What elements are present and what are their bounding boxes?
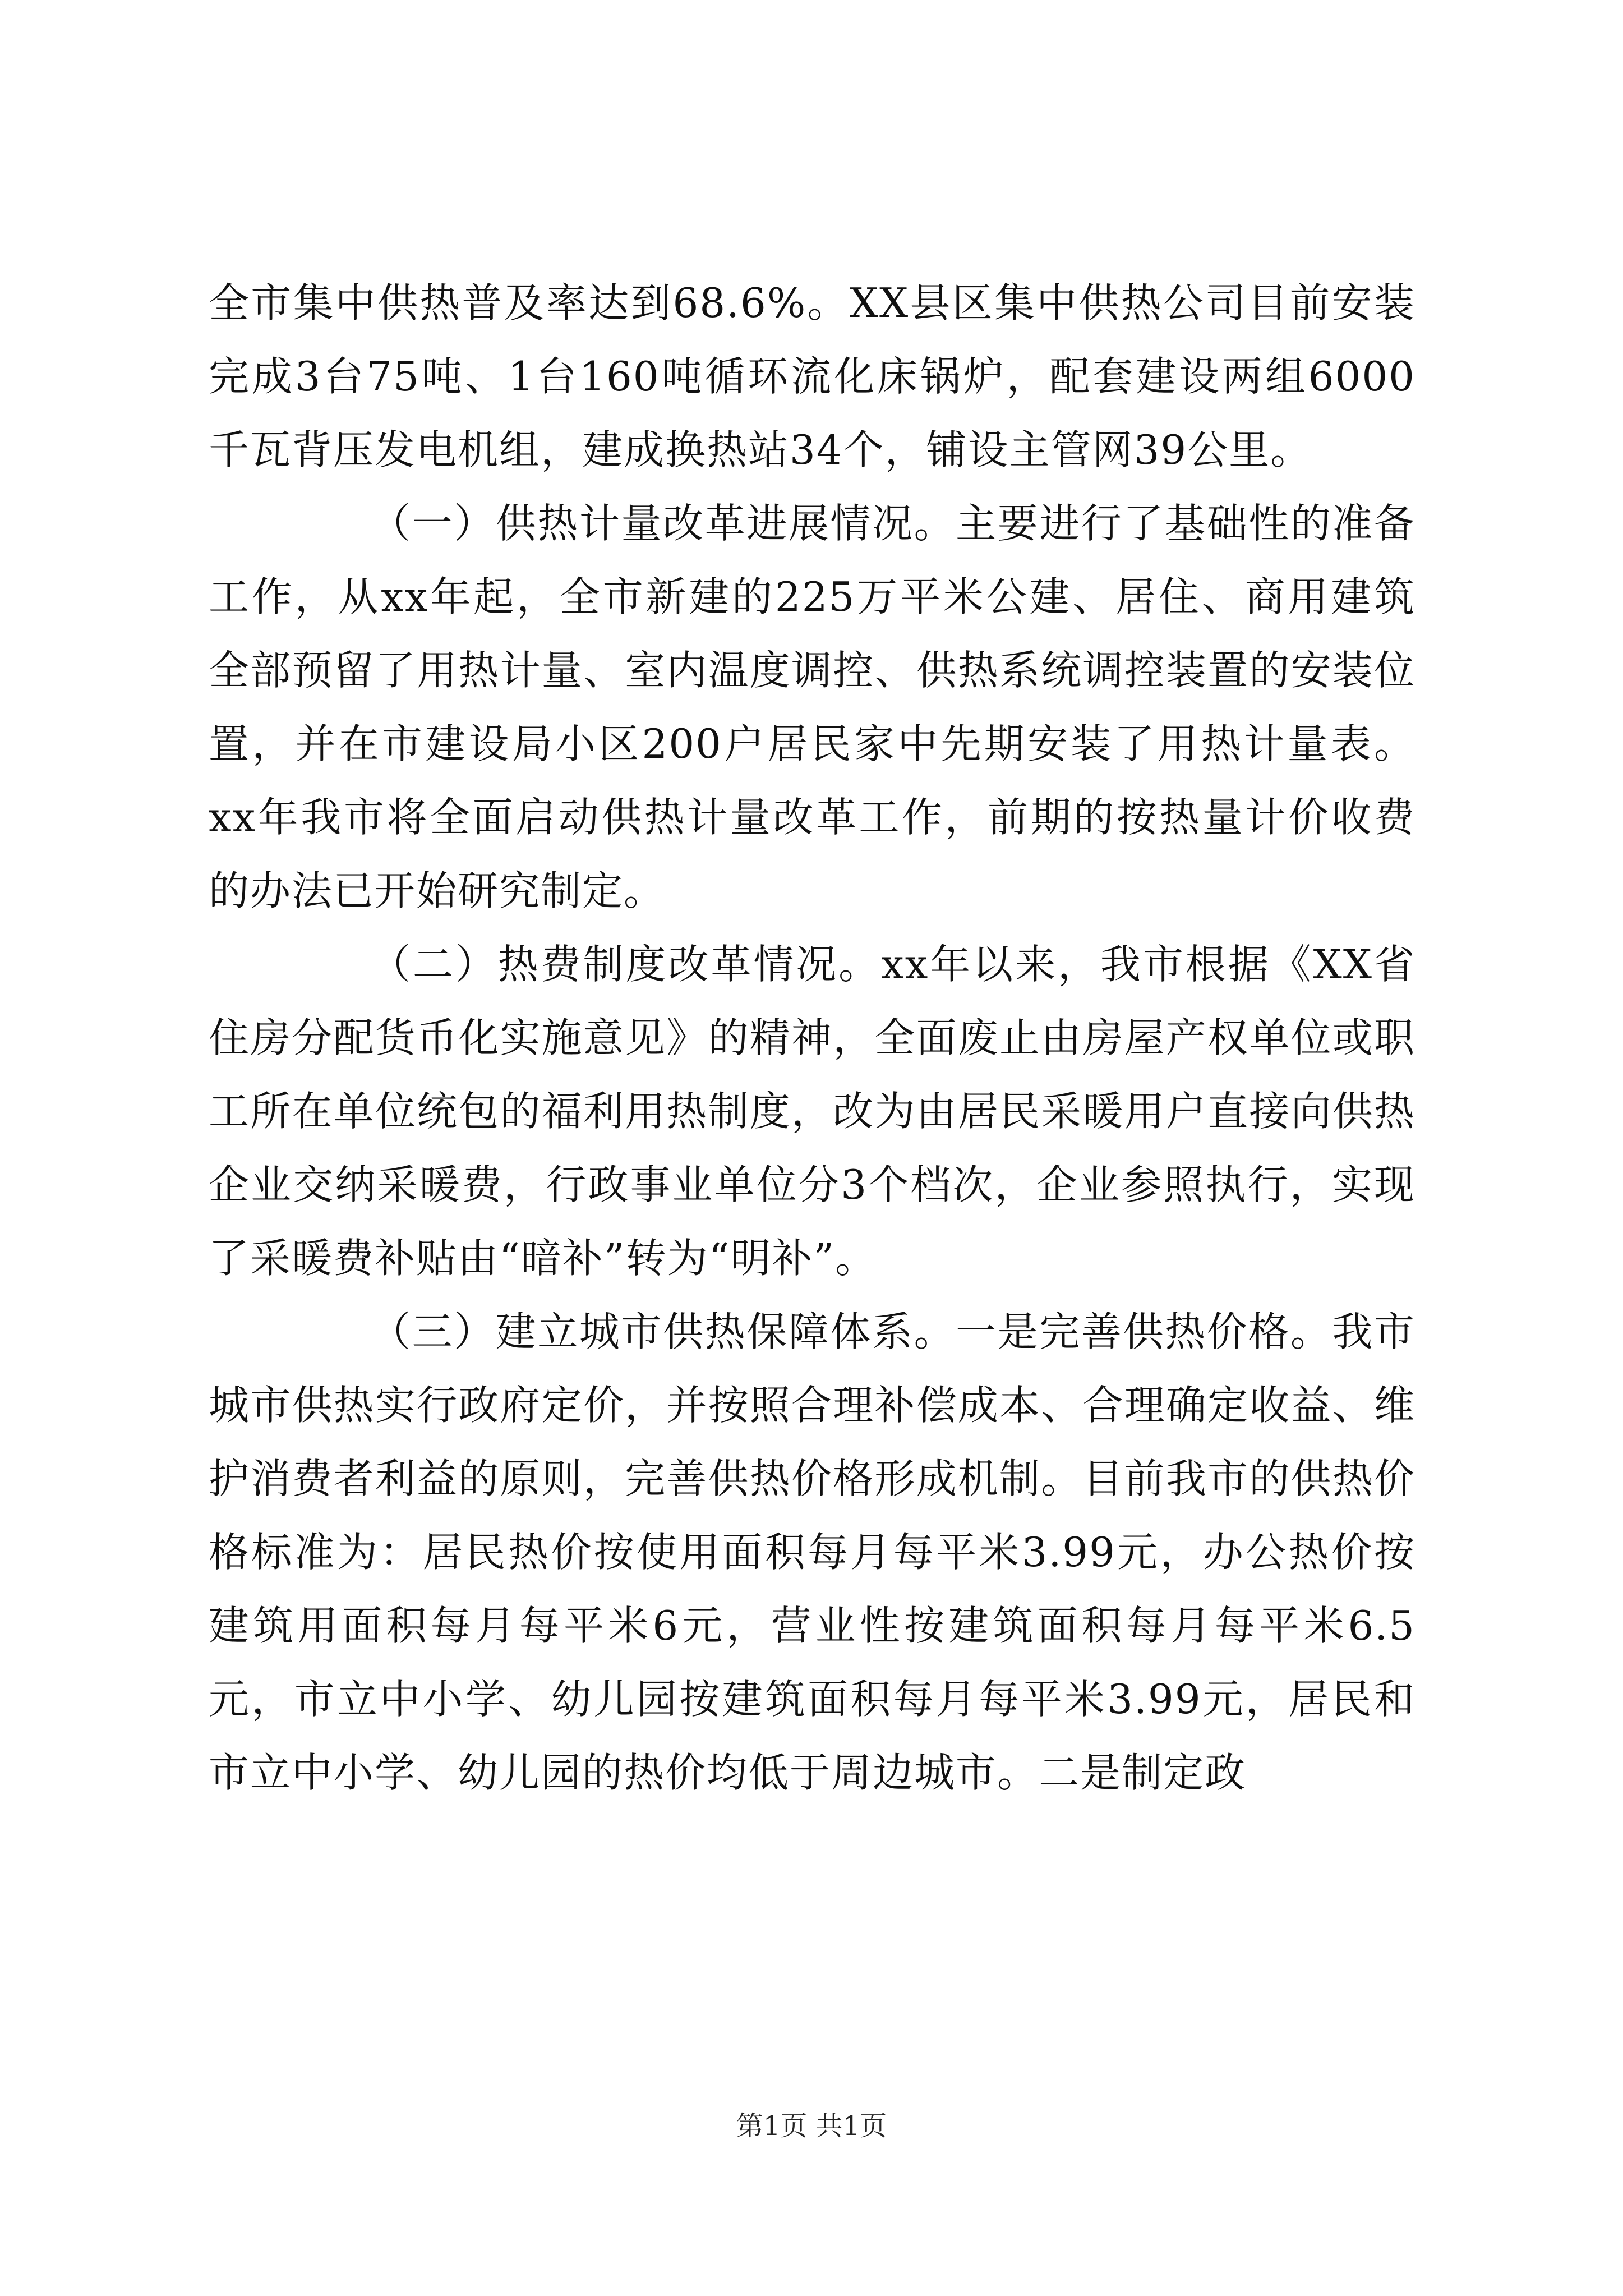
paragraph-security-system: （三）建立城市供热保障体系。一是完善供热价格。我市城市供热实行政府定价，并按照合理补偿成本、合理确定收益、维护消费者利益的原则，完善供热价格形成机制。目前我市的供热价格标准为：居民热价按使用面积每月每平米3.99元，办公热价按建筑用面积每月每平米6元，营业性按建筑面积每月每平米6.5元，市立中小学、幼儿园按建筑面积每月每平米3.99元，居民和市立中小学、幼儿园的热价均低于周边城市。二是制定政 (209, 1308, 1415, 1796)
paragraph-metering-reform: （一）供热计量改革进展情况。主要进行了基础性的准备工作，从xx年起，全市新建的225万平米公建、居住、商用建筑全部预留了用热计量、室内温度调控、供热系统调控装置的安装位置，并在市建设局小区200户居民家中先期安装了用热计量表。xx年我市将全面启动供热计量改革工作，前期的按热量计价收费的办法已开始研究制定。 (209, 500, 1415, 914)
page-number-label: 第1页 共1页 (736, 2110, 887, 2142)
paragraph-heating-coverage: 全市集中供热普及率达到68.6%。XX县区集中供热公司目前安装完成3台75吨、1台160吨循环流化床锅炉，配套建设两组6000千瓦背压发电机组，建成换热站34个，铺设主管网39公里。 (209, 279, 1415, 473)
paragraph-fee-reform: （二）热费制度改革情况。xx年以来，我市根据《XX省住房分配货币化实施意见》的精神，全面废止由房屋产权单位或职工所在单位统包的福利用热制度，改为由居民采暖用户直接向供热企业交纳采暖费，行政事业单位分3个档次，企业参照执行，实现了采暖费补贴由“暗补”转为“明补”。 (209, 941, 1415, 1282)
document-body (209, 266, 1415, 1810)
page-footer (0, 2109, 1623, 2143)
